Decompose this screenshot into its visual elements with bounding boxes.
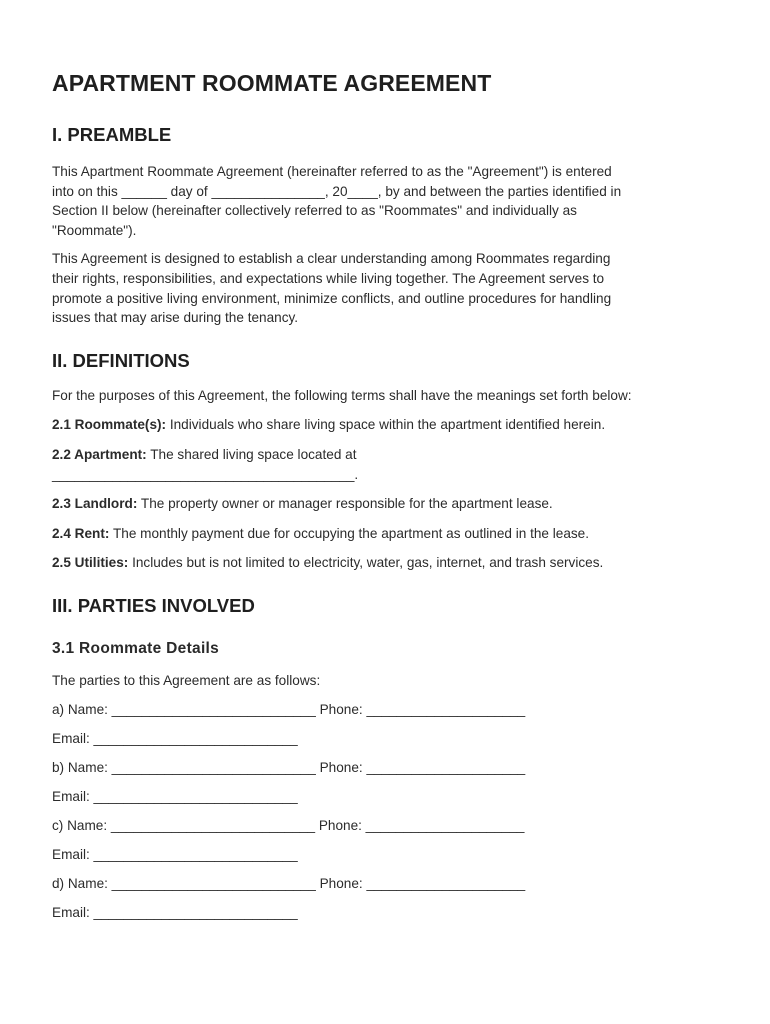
roommate-c-email-field[interactable]: Email: ___________________________: [52, 846, 298, 862]
definitions-heading: II. DEFINITIONS: [52, 349, 190, 371]
text-line: their rights, responsibilities, and expectations while living together. The Agreement serves to: [52, 270, 605, 286]
definition-text: The monthly payment due for occupying the apartment as outlined in the lease.: [109, 525, 590, 541]
definition-roommate: [52, 415, 718, 435]
text-line: "Roommate").: [52, 222, 137, 238]
definitions-intro: For the purposes of this Agreement, the following terms shall have the meanings set forth below:: [52, 387, 632, 403]
roommate-a-email-field[interactable]: Email: ___________________________: [52, 730, 298, 746]
definition-utilities: [52, 553, 718, 573]
roommate-d-name-phone-field[interactable]: d) Name: ___________________________ Phone: _____________________: [52, 875, 526, 891]
definition-term: 2.4 Rent:: [52, 525, 110, 541]
roommate-b-email-field[interactable]: Email: ___________________________: [52, 788, 298, 804]
definition-apartment: [52, 445, 718, 484]
preamble-paragraph-1: [52, 162, 718, 240]
definition-term: 2.5 Utilities:: [52, 555, 129, 571]
text-line: Section II below (hereinafter collectively referred to as "Roommates" and individually as: [52, 203, 577, 219]
definition-text: Includes but is not limited to electricity, water, gas, internet, and trash services.: [128, 555, 604, 571]
definition-rent: [52, 524, 718, 544]
definition-landlord: [52, 494, 718, 514]
parties-heading: III. PARTIES INVOLVED: [52, 594, 255, 616]
text-line: This Apartment Roommate Agreement (hereinafter referred to as the "Agreement") is entered: [52, 164, 612, 179]
roommate-details-subheading: 3.1 Roommate Details: [52, 639, 220, 657]
definition-term: 2.2 Apartment:: [52, 446, 147, 462]
definition-term: 2.3 Landlord:: [52, 496, 138, 512]
text-line: issues that may arise during the tenancy.: [52, 310, 299, 326]
text-line: This Agreement is designed to establish a clear understanding among Roommates regarding: [52, 251, 611, 267]
preamble-paragraph-2: [52, 249, 718, 327]
definition-text: The property owner or manager responsible for the apartment lease.: [137, 496, 553, 512]
roommate-b-name-phone-field[interactable]: b) Name: ___________________________ Phone: _____________________: [52, 759, 526, 775]
definition-text: The shared living space located at: [146, 446, 357, 462]
roommate-a-name-phone-field[interactable]: a) Name: ___________________________ Phone: _____________________: [52, 701, 526, 717]
address-blank: ________________________________________.: [52, 466, 359, 482]
text-line: promote a positive living environment, minimize conflicts, and outline procedures for handling: [52, 290, 612, 306]
preamble-heading: I. PREAMBLE: [52, 124, 172, 145]
document-title: APARTMENT ROOMMATE AGREEMENT: [52, 70, 492, 96]
text-line: into on this ______ day of _______________, 20____, by and between the parties identified in: [52, 183, 622, 199]
roommate-d-email-field[interactable]: Email: ___________________________: [52, 904, 298, 920]
definition-term: 2.1 Roommate(s):: [52, 417, 167, 433]
definition-text: Individuals who share living space within the apartment identified herein.: [166, 417, 606, 433]
roommate-c-name-phone-field[interactable]: c) Name: ___________________________ Phone: _____________________: [52, 817, 525, 833]
parties-intro: The parties to this Agreement are as follows:: [52, 672, 321, 688]
